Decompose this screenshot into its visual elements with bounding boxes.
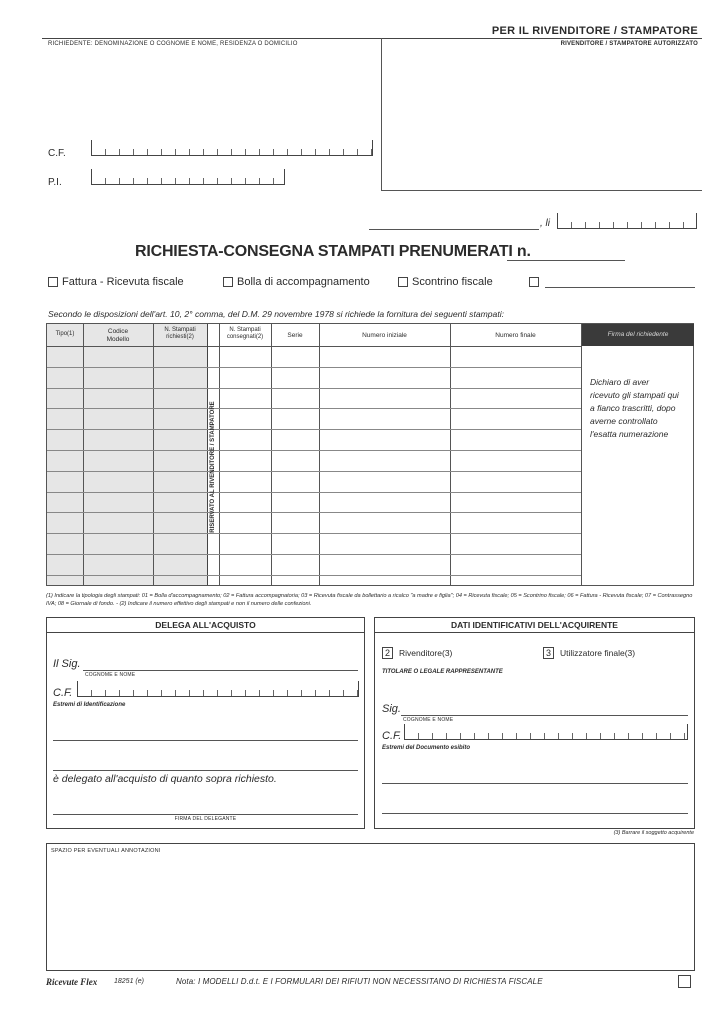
delega-name-field[interactable]	[83, 670, 358, 671]
table-row-line	[47, 388, 581, 389]
delega-delegated-text: è delegato all'acquisto di quanto sopra richiesto.	[53, 773, 277, 785]
date-suffix: , li	[540, 218, 550, 229]
declaration-text: Dichiaro di aver ricevuto gli stampati qui a fianco trascritti, dopo averne controllato l'esatta numerazione	[590, 377, 679, 439]
table-row-line	[47, 533, 581, 534]
dati-estremi-field[interactable]	[382, 783, 688, 784]
col-header-codice: Codice Modello	[106, 328, 130, 343]
delega-cf-label: C.F.	[53, 687, 73, 699]
dati-name-label: COGNOME E NOME	[403, 717, 454, 723]
date-field[interactable]	[557, 213, 697, 229]
option-scontrino-label: Scontrino fiscale	[412, 276, 493, 288]
delega-firma-label: FIRMA DEL DELEGANTE	[174, 816, 237, 822]
header-title: PER IL RIVENDITORE / STAMPATORE	[491, 25, 698, 37]
dati-panel	[374, 617, 695, 829]
dati-cf-label: C.F.	[382, 730, 402, 742]
delega-estremi-label: Estremi di Identificazione	[53, 702, 126, 708]
option-fattura-label: Fattura - Ricevuta fiscale	[62, 276, 184, 288]
option-scontrino-checkbox[interactable]	[398, 277, 408, 287]
requester-label: RICHIEDENTE: DENOMINAZIONE O COGNOME E NOME, RESIDENZA O DOMICILIO	[48, 41, 298, 47]
dati-name-field[interactable]	[401, 715, 688, 716]
delega-name-label: COGNOME E NOME	[85, 672, 136, 678]
header-subtitle: RIVENDITORE / STAMPATORE AUTORIZZATO	[560, 41, 698, 47]
table-footnote: (1) Indicare la tipologia degli stampati: 01 = Bolla d'accompagnamento; 02 = Fattura accompagnatoria; 03 = Ricevuta fiscale da bollettario a ricalco "a madre e figlia"; 04 = Ricevuta fiscale; 05 = Scontrino fiscale; 06 = Fattura - Ricevuta fiscale; 07 = Contrassegno IVA; 08 = Giornale di fondo. - (2) Indicare il numero effettivo degli stampati e non il numero delle confezioni.	[46, 593, 693, 607]
footer-checkbox[interactable]	[678, 975, 691, 988]
dati-footnote: (3) Barrare il soggetto acquirente	[613, 830, 694, 836]
option-other-field[interactable]	[545, 287, 695, 288]
cf-label: C.F.	[48, 148, 66, 159]
table-row-line	[47, 367, 581, 368]
utilizzatore-checkbox[interactable]: 3	[543, 647, 554, 659]
dati-cf-field[interactable]	[404, 724, 688, 740]
rivenditore-label: Rivenditore(3)	[399, 648, 453, 658]
dati-estremi-label: Estremi del Documento esibito	[382, 745, 471, 751]
delega-firma-field[interactable]	[53, 814, 358, 815]
reserved-vertical-label: RISERVATO AL RIVENDITORE / STAMPATORE	[210, 401, 216, 533]
option-bolla-checkbox[interactable]	[223, 277, 233, 287]
dati-title: DATI IDENTIFICATIVI DELL'ACQUIRENTE	[451, 620, 618, 630]
notes-label: SPAZIO PER EVENTUALI ANNOTAZIONI	[51, 848, 161, 854]
table-row-line	[47, 512, 581, 513]
intro-text: Secondo le disposizioni dell'art. 10, 2° comma, del D.M. 29 novembre 1978 si richiede la fornitura dei seguenti stampati:	[48, 309, 505, 319]
table-row-line	[47, 471, 581, 472]
table-row-line	[47, 554, 581, 555]
table-row-line	[47, 429, 581, 430]
col-header-tipo: Tipo(1)	[55, 331, 75, 337]
col-header-numero-iniziale: Numero iniziale	[362, 332, 407, 339]
utilizzatore-label: Utilizzatore finale(3)	[560, 648, 636, 658]
table-row-line	[47, 575, 581, 576]
delega-cf-field[interactable]	[77, 681, 359, 697]
requester-cf-field[interactable]	[91, 140, 373, 156]
request-number-field[interactable]	[507, 260, 625, 261]
col-header-consegnati: N. Stampati consegnati(2)	[226, 327, 264, 340]
brand-logo: Ricevute Flex	[46, 977, 98, 987]
delega-sig-label: Il Sig.	[53, 658, 81, 670]
form-code: 18251 (e)	[114, 978, 144, 985]
footer-note: Nota: I MODELLI D.d.t. E I FORMULARI DEI RIFIUTI NON NECESSITANO DI RICHIESTA FISCALE	[176, 977, 543, 986]
rivenditore-checkbox[interactable]: 2	[382, 647, 393, 659]
col-header-firma: Firma del richiedente	[582, 324, 694, 346]
option-bolla-label: Bolla di accompagnamento	[237, 276, 370, 288]
dati-sig-label: Sig.	[382, 703, 401, 715]
main-title: RICHIESTA-CONSEGNA STAMPATI PRENUMERATI n.	[135, 243, 531, 260]
requester-pi-field[interactable]	[91, 169, 285, 185]
place-field[interactable]	[369, 229, 539, 230]
table-row-line	[47, 408, 581, 409]
table-row-line	[47, 450, 581, 451]
delega-title: DELEGA ALL'ACQUISTO	[155, 620, 256, 630]
delega-estremi-field[interactable]	[53, 740, 358, 741]
col-header-richiesti: N. Stampati richiesti(2)	[164, 327, 196, 340]
col-header-numero-finale: Numero finale	[495, 332, 536, 339]
pi-label: P.I.	[48, 177, 62, 188]
option-fattura-checkbox[interactable]	[48, 277, 58, 287]
option-other-checkbox[interactable]	[529, 277, 539, 287]
titolare-label: TITOLARE O LEGALE RAPPRESENTANTE	[382, 669, 503, 675]
delega-panel	[46, 617, 365, 829]
col-header-serie: Serie	[287, 332, 303, 339]
notes-panel[interactable]	[46, 843, 695, 971]
stampati-table	[46, 323, 694, 586]
table-row-line	[47, 492, 581, 493]
